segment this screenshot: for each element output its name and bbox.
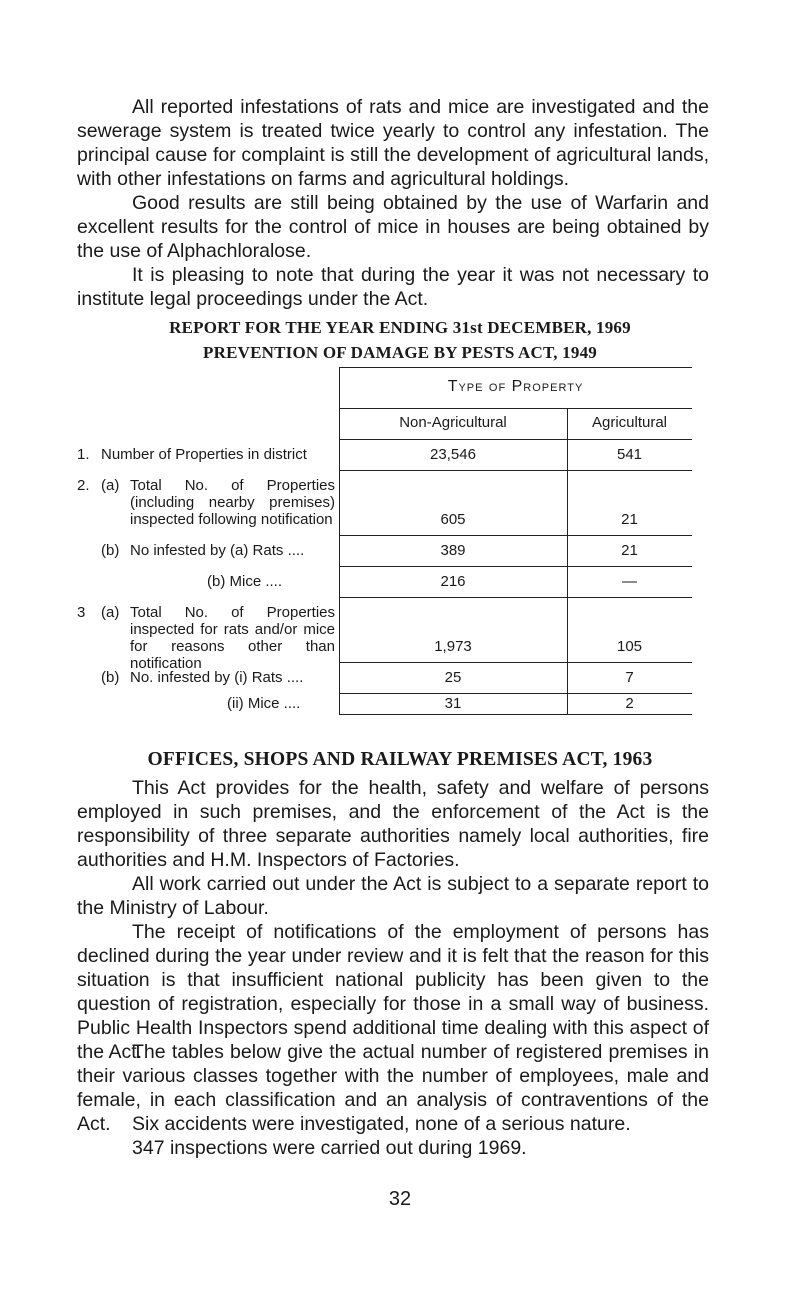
cell-value: 21: [621, 511, 638, 528]
cell-value: 216: [440, 573, 466, 590]
row-label: (b) Mice ....: [207, 573, 283, 590]
offices-heading: OFFICES, SHOPS AND RAILWAY PREMISES ACT, 1963: [147, 749, 653, 770]
offices-paragraph-6: 347 inspections were carried out during 1969.: [132, 1137, 527, 1159]
offices-paragraph-1: This Act provides for the health, safety and welfare of persons employed in such premises, and the enforcement of the Act is the responsibility of three separate authorities namely local authorities, fire authorities and H.M. Inspectors of Factories.: [77, 777, 709, 871]
cell-value: 605: [440, 511, 466, 528]
row-label: (ii) Mice ....: [227, 695, 301, 712]
offices-paragraph-4: The tables below give the actual number of registered premises in their various classes together with the number of employees, male and female, in each classification and an analysis of contraventions of the Act.: [77, 1041, 709, 1135]
row-sub-label: (a): [101, 604, 120, 621]
cell-value: 1,973: [434, 638, 472, 655]
cell-value: 2: [625, 695, 634, 712]
row-number: 1.: [77, 446, 90, 463]
row-label: No. infested by (i) Rats ....: [130, 669, 304, 686]
cell-value: 7: [625, 669, 634, 686]
cell-value: 31: [444, 695, 462, 712]
row-label: Total No. of Properties (including nearby premises) inspected following notification: [130, 477, 335, 528]
offices-paragraph-5: Six accidents were investigated, none of a serious nature.: [132, 1113, 631, 1135]
cell-value: 541: [616, 446, 643, 463]
row-sub-label: (a): [101, 477, 120, 494]
row-label: No infested by (a) Rats ....: [130, 542, 305, 559]
row-number: 2.: [77, 477, 90, 494]
report-heading: REPORT FOR THE YEAR ENDING 31st DECEMBER, 1969: [169, 318, 631, 337]
intro-paragraph-2: Good results are still being obtained by the use of Warfarin and excellent results for the control of mice in houses are being obtained by the use of Alphachloralose.: [77, 192, 709, 262]
intro-paragraph-1: All reported infestations of rats and mice are investigated and the sewerage system is treated twice yearly to control any infestation. The principal cause for complaint is still the development of agricultural lands, with other infestations on farms and agricultural holdings.: [77, 96, 709, 190]
cell-value: 25: [444, 669, 462, 686]
col-header-non-agricultural: Non-Agricultural: [399, 414, 507, 431]
cell-value: 389: [440, 542, 466, 559]
row-label: Total No. of Properties inspected for rats and/or mice for reasons other than notification: [130, 604, 335, 672]
offices-paragraph-2: All work carried out under the Act is subject to a separate report to the Ministry of Labour.: [77, 873, 709, 919]
cell-value: 105: [616, 638, 643, 655]
cell-value: 23,546: [430, 446, 476, 463]
offices-paragraph-3: The receipt of notifications of the employment of persons has declined during the year under review and it is felt that the reason for this situation is that insufficient national publicity has been given to the question of registration, especially for those in a small way of business. Public Health Inspectors spend additional time dealing with this aspect of the Act.: [77, 921, 709, 1063]
row-label: Number of Properties in district: [101, 446, 307, 463]
cell-value: —: [622, 573, 637, 590]
row-number: 3: [77, 604, 86, 621]
cell-value: 21: [621, 542, 638, 559]
col-header-agricultural: Agricultural: [591, 414, 668, 431]
intro-paragraph-3: It is pleasing to note that during the year it was not necessary to institute legal proceedings under the Act.: [77, 264, 709, 310]
row-sub-label: (b): [101, 669, 120, 686]
type-of-property-header: Type of Property: [447, 378, 584, 395]
act-heading: PREVENTION OF DAMAGE BY PESTS ACT, 1949: [203, 343, 597, 362]
row-sub-label: (b): [101, 542, 120, 559]
page-number: 32: [388, 1188, 412, 1210]
